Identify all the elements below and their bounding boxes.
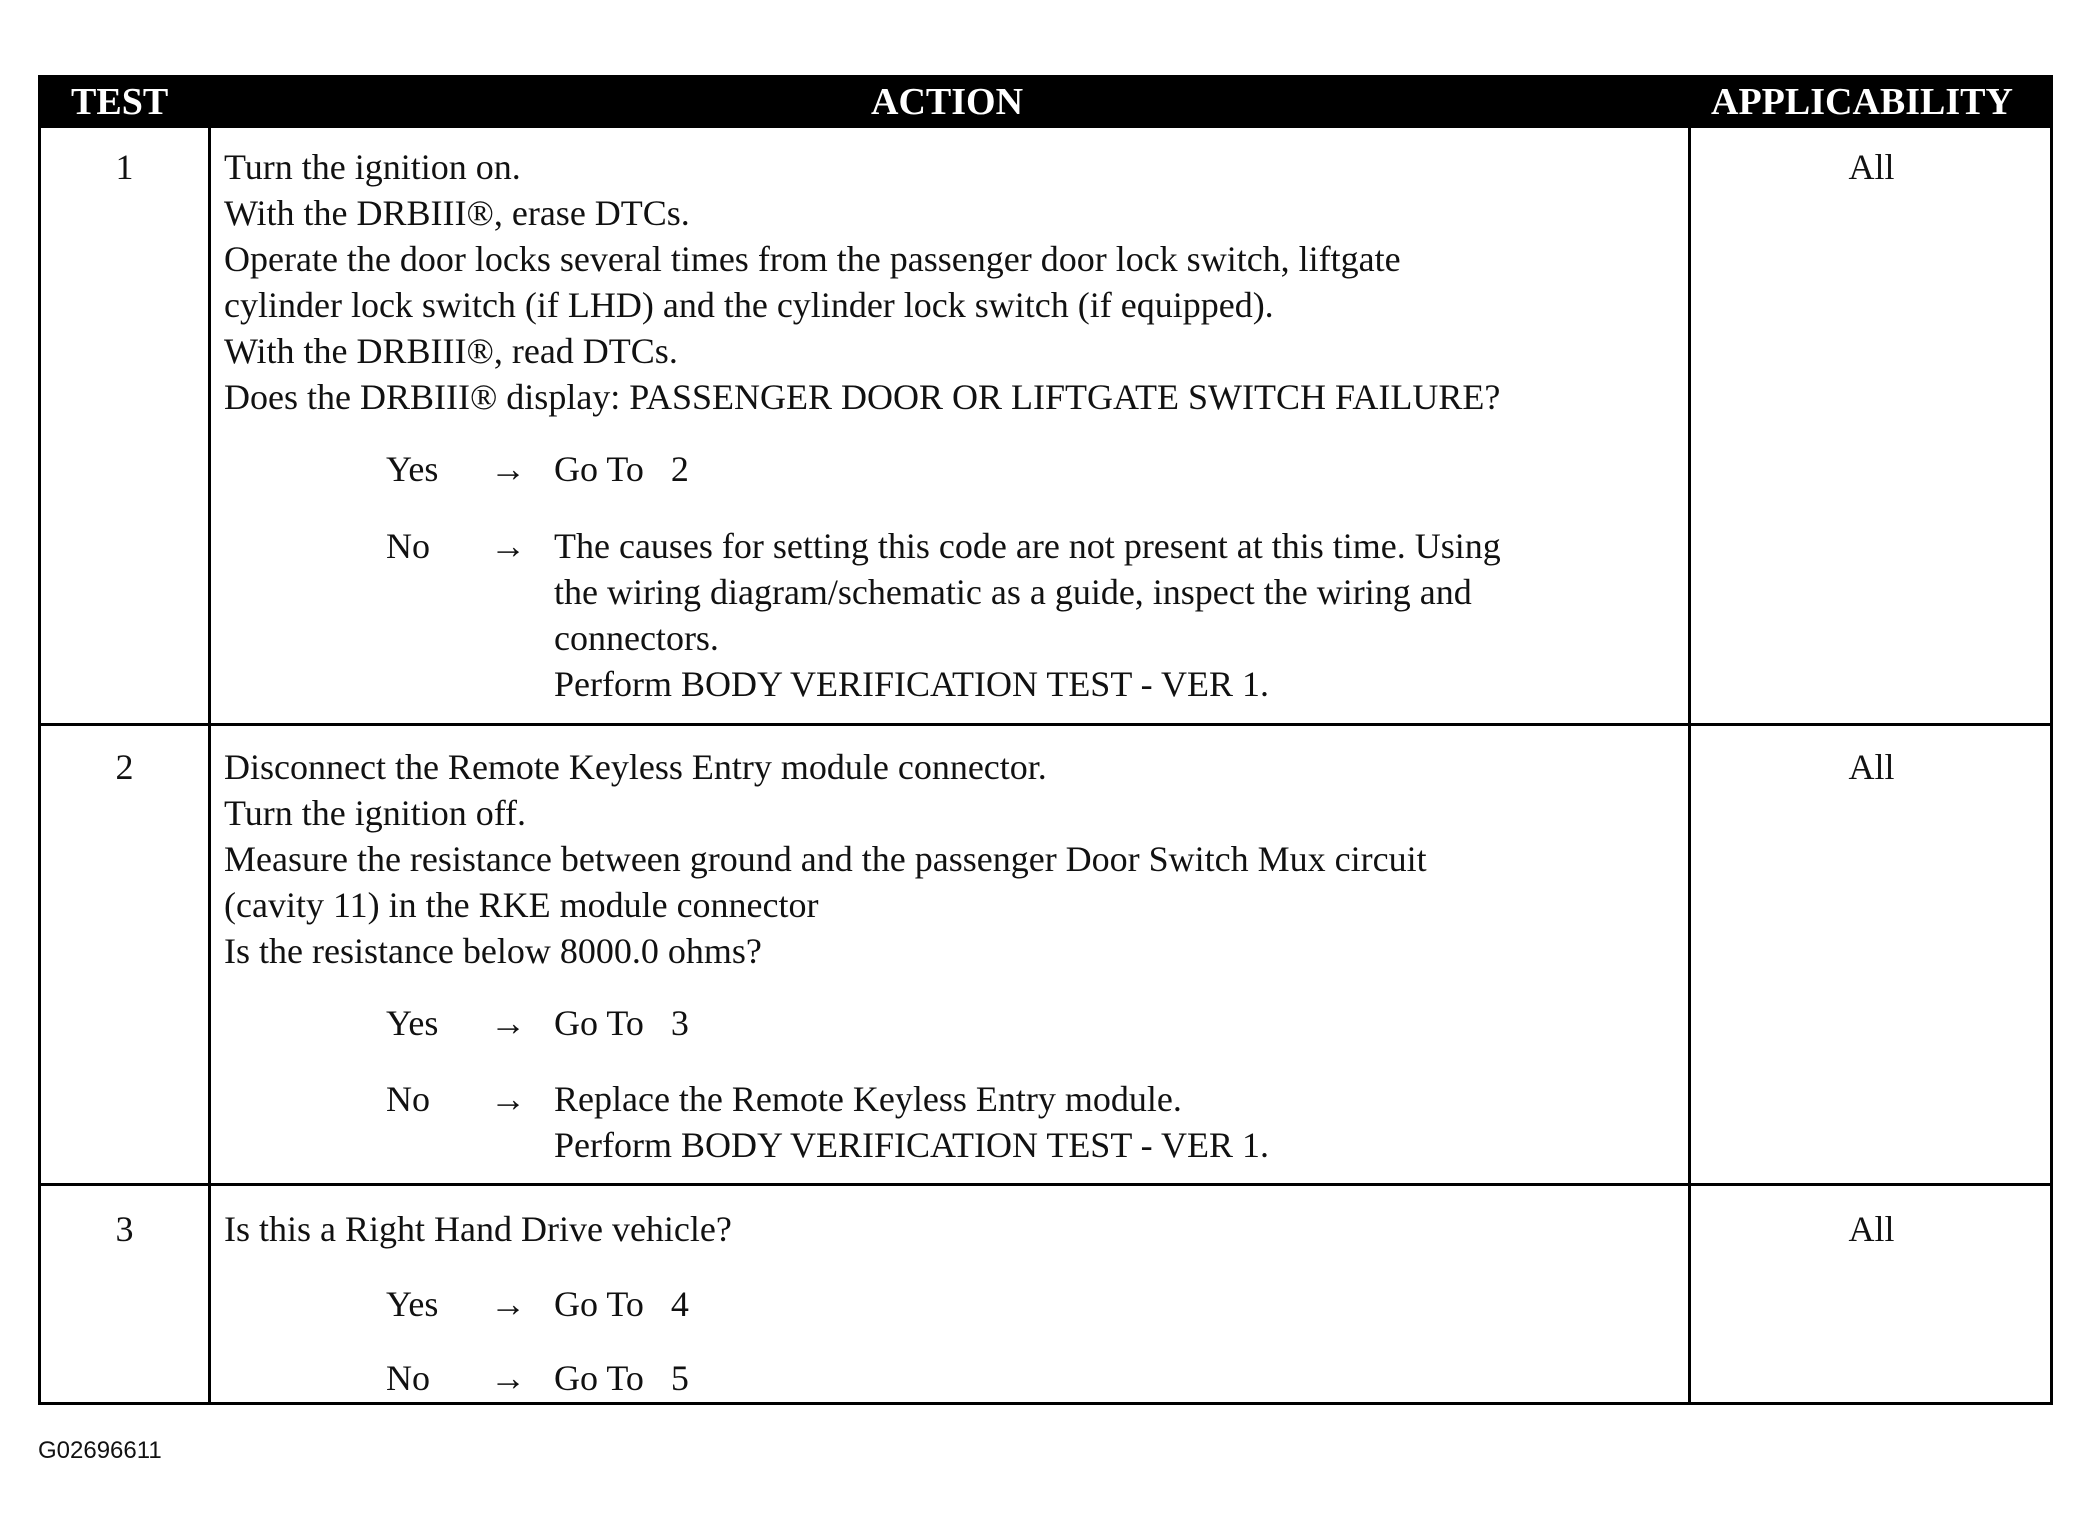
column-divider bbox=[208, 128, 211, 1402]
row-divider bbox=[41, 723, 2050, 726]
yes-label: Yes bbox=[386, 1003, 439, 1043]
yes-result: Go To 4 bbox=[554, 1284, 689, 1324]
arrow-icon: → bbox=[490, 1003, 526, 1043]
arrow-icon: → bbox=[490, 449, 526, 489]
applicability-value: All bbox=[1848, 147, 1895, 187]
yes-label: Yes bbox=[386, 449, 439, 489]
test-number: 2 bbox=[115, 747, 134, 787]
no-result: The causes for setting this code are not present at this time. Using the wiring diagram/schematic as a guide, inspect the wiring and connectors. Perform BODY VERIFICATION TEST - VER 1. bbox=[554, 526, 1501, 704]
header-action: ACTION bbox=[871, 81, 1024, 123]
arrow-icon: → bbox=[490, 1358, 526, 1398]
no-result: Go To 5 bbox=[554, 1358, 689, 1398]
yes-result: Go To 2 bbox=[554, 449, 689, 489]
header-test: TEST bbox=[71, 81, 169, 123]
test-number: 3 bbox=[115, 1209, 134, 1249]
table-header bbox=[41, 78, 2050, 128]
row-divider bbox=[41, 1183, 2050, 1186]
arrow-icon: → bbox=[490, 1284, 526, 1324]
diagnostic-test-table bbox=[38, 75, 2053, 1405]
arrow-icon: → bbox=[490, 526, 526, 566]
no-result: Replace the Remote Keyless Entry module. Perform BODY VERIFICATION TEST - VER 1. bbox=[554, 1079, 1270, 1165]
figure-id: G02696611 bbox=[38, 1437, 162, 1464]
header-applicability: APPLICABILITY bbox=[1711, 81, 2013, 123]
action-text: Turn the ignition on. With the DRBIII®, erase DTCs. Operate the door locks several times from the passenger door lock switch, liftgate cylinder lock switch (if LHD) and the cylinder lock switch (if equipped). With the DRBIII®, read DTCs. Does the DRBIII® display: PASSENGER DOOR OR LIFTGATE SWITCH FAILURE? bbox=[224, 147, 1501, 417]
no-label: No bbox=[386, 526, 430, 566]
action-text: Disconnect the Remote Keyless Entry module connector. Turn the ignition off. Measure the resistance between ground and the passenger Door Switch Mux circuit (cavity 11) in the RKE module connector Is the resistance below 8000.0 ohms? bbox=[224, 747, 1427, 971]
no-label: No bbox=[386, 1358, 430, 1398]
applicability-value: All bbox=[1848, 1209, 1895, 1249]
yes-label: Yes bbox=[386, 1284, 439, 1324]
arrow-icon: → bbox=[490, 1079, 526, 1119]
test-number: 1 bbox=[115, 147, 134, 187]
action-text: Is this a Right Hand Drive vehicle? bbox=[224, 1209, 732, 1249]
yes-result: Go To 3 bbox=[554, 1003, 689, 1043]
no-label: No bbox=[386, 1079, 430, 1119]
applicability-value: All bbox=[1848, 747, 1895, 787]
